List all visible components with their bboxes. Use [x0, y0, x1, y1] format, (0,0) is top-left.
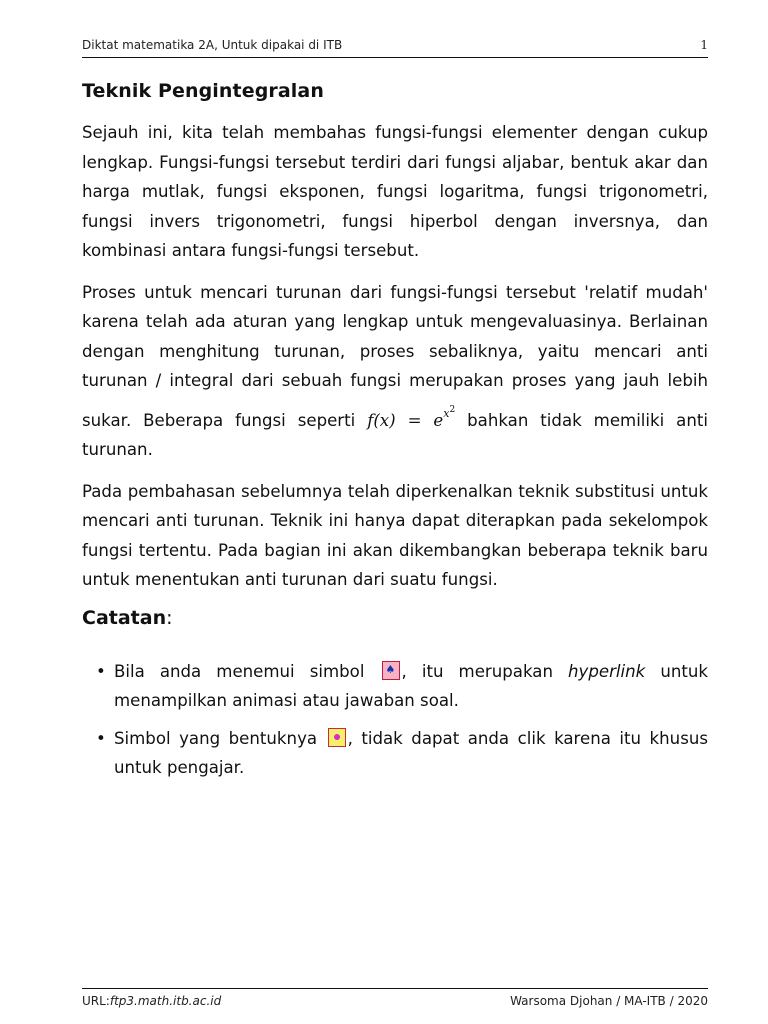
paragraph-intro: Sejauh ini, kita telah membahas fungsi-fungsi elementer dengan cukup lengkap. Fungsi-fungsi tersebut terdiri dari fungsi aljabar, bentuk akar dan harga mutlak, fungsi eksponen, fungsi logaritma, fungsi trigonometri, fungsi invers trigonometri, fungsi hiperbol dengan inversnya, dan kombinasi antara fungsi-fungsi tersebut.: [82, 123, 708, 260]
page-content: [82, 80, 708, 791]
spade-icon[interactable]: ♠: [382, 661, 400, 680]
section-title-colon: :: [166, 606, 173, 629]
formula-exponent-base: x: [443, 406, 450, 420]
formula-equals: =: [407, 410, 422, 430]
page-title: Teknik Pengintegralan: [82, 80, 324, 102]
page-header: [82, 38, 708, 58]
hyperlink-word: hyperlink: [568, 661, 646, 681]
note-item-hyperlink-text-before: Bila anda menemui simbol: [114, 661, 365, 681]
note-item-teacher: [82, 724, 708, 783]
formula-exponent-power: 2: [449, 404, 456, 415]
bullet-icon: •: [96, 661, 106, 681]
paragraph-derivative: [82, 278, 708, 465]
paragraph-substitution: Pada pembahasan sebelumnya telah diperkenalkan teknik substitusi untuk mencari anti turunan. Teknik ini hanya dapat diterapkan pada sekelompok fungsi tertentu. Pada bagian ini akan dikembangkan beberapa teknik baru untuk menentukan anti turunan dari suatu fungsi.: [82, 481, 708, 589]
section-title-text: Catatan: [82, 606, 167, 629]
footer-url-link[interactable]: ftp3.math.itb.ac.id: [109, 994, 222, 1008]
footer-url: [82, 994, 221, 1008]
note-item-teacher-comma: ,: [347, 728, 353, 748]
paragraph-derivative-text-after: bahkan tidak memiliki anti turunan.: [82, 410, 708, 459]
page-footer: [82, 988, 708, 1008]
bullet-icon: •: [96, 728, 106, 748]
page-number: 1: [700, 38, 708, 52]
note-item-hyperlink-text-mid: itu merupakan: [406, 661, 569, 681]
running-title: Diktat matematika 2A, Untuk dipakai di ITB: [82, 38, 343, 52]
footer-credit: Warsoma Djohan / MA-ITB / 2020: [510, 994, 708, 1008]
notes-list: [82, 657, 708, 783]
section-title-catatan: [82, 607, 708, 629]
note-item-teacher-text-after: tidak dapat anda clik karena itu khusus untuk pengajar.: [114, 728, 709, 777]
paragraph-derivative-text-before: Proses untuk mencari turunan dari fungsi-fungsi tersebut 'relatif mudah' karena telah ada aturan yang lengkap untuk mengevaluasinya. Berlainan dengan menghitung turunan, proses sebaliknya, yaitu mencari anti turunan / integral dari sebuah fungsi merupakan proses yang jauh lebih sukar. Beberapa fungsi seperti: [82, 282, 708, 430]
note-item-hyperlink-text-after: untuk menampilkan animasi atau jawaban soal.: [114, 661, 709, 710]
note-item-hyperlink: [82, 657, 708, 716]
formula-exp-x-squared: [367, 404, 456, 430]
dot-icon: [328, 728, 346, 747]
footer-url-label: URL:: [82, 994, 110, 1008]
formula-base: e: [433, 410, 444, 430]
formula-lhs: f(x): [367, 410, 396, 430]
formula-exponent: [443, 404, 456, 420]
note-item-teacher-text-before: Simbol yang bentuknya: [114, 728, 318, 748]
note-item-hyperlink-comma: ,: [401, 661, 407, 681]
